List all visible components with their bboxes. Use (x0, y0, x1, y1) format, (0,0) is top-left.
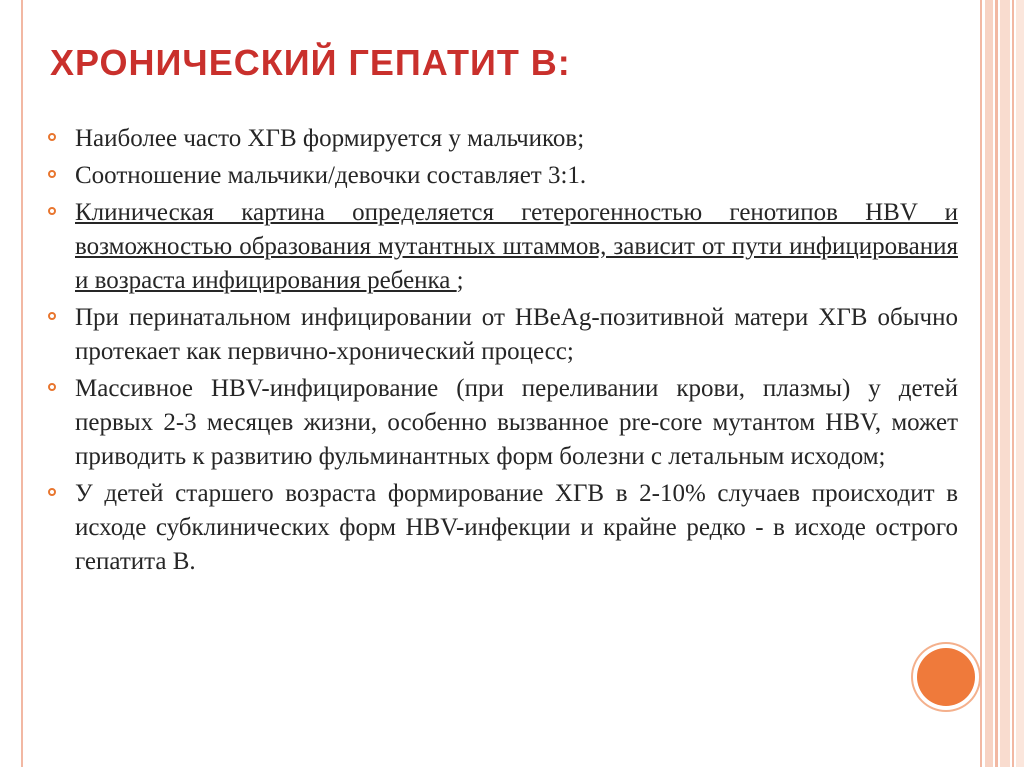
list-item-text: Наиболее часто ХГВ формируется у мальчиков; (75, 125, 585, 152)
list-item-text: Соотношение мальчики/девочки составляет 3:1. (75, 162, 587, 189)
bullet-list (48, 122, 958, 582)
bullet-icon (48, 133, 56, 141)
list-item-text: У детей старшего возраста формирование ХГВ в 2-10% случаев происходит в исходе субклинических форм HBV-инфекции и крайне редко - в исходе острого гепатита В. (75, 480, 958, 575)
decorative-stripe (1012, 0, 1014, 767)
list-item-text: Массивное HBV-инфицирование (при переливании крови, плазмы) у детей первых 2-3 месяцев жизни, особенно вызванное pre-core мутантом HBV, может приводить к развитию фульминантных форм болезни с летальным исходом; (75, 375, 958, 470)
list-item (48, 372, 958, 474)
bullet-icon (48, 170, 56, 178)
bullet-icon (48, 488, 56, 496)
decorative-stripe (995, 0, 998, 767)
list-item-suffix: ; (456, 267, 464, 294)
decorative-circle-icon (917, 648, 975, 706)
decorative-stripe (1016, 0, 1024, 767)
list-item-text: Клиническая картина определяется гетерогенностью генотипов HBV и возможностью образования мутантных штаммов, зависит от пути инфицирования и возраста инфицирования ребенка (75, 199, 958, 294)
list-item-text: При перинатальном инфицировании от HBeAg-позитивной матери ХГВ обычно протекает как первично-хронический процесс; (75, 304, 958, 365)
slide-title: ХРОНИЧЕСКИЙ ГЕПАТИТ В: (50, 42, 571, 83)
list-item (48, 196, 958, 298)
list-item (48, 122, 958, 156)
list-item (48, 477, 958, 579)
bullet-icon (48, 207, 56, 215)
bullet-icon (48, 383, 56, 391)
list-item (48, 301, 958, 369)
decorative-stripe (1000, 0, 1010, 767)
bullet-icon (48, 312, 56, 320)
list-item (48, 159, 958, 193)
decorative-stripe (985, 0, 993, 767)
